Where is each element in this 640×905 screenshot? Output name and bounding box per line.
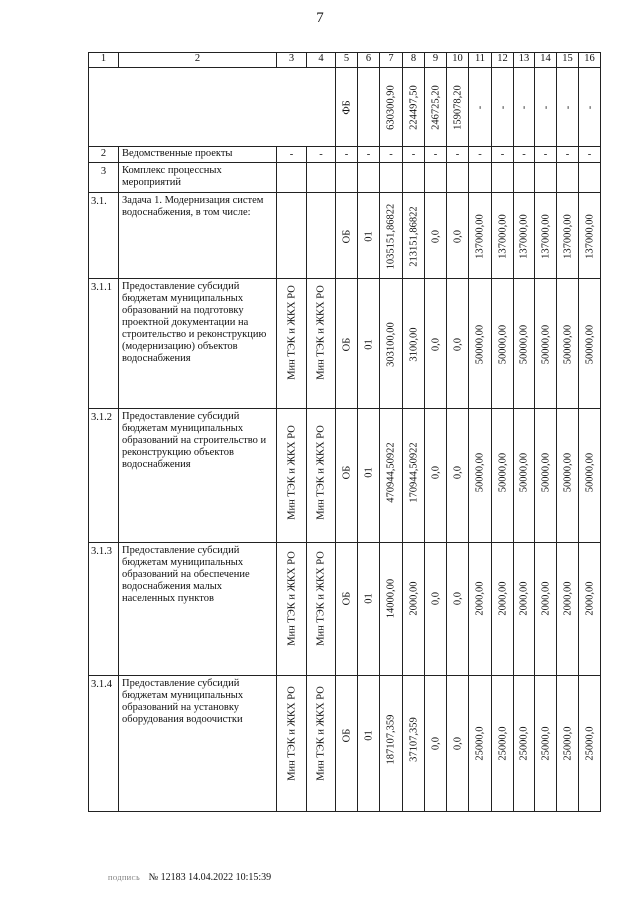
executor-org: Мин ТЭК и ЖКХ РО — [315, 686, 327, 781]
col-header: 2 — [119, 53, 277, 68]
table-row — [89, 409, 601, 543]
cell-value: 187107,359 — [385, 714, 397, 765]
cell-value: 50000,00 — [562, 324, 573, 365]
cell-value: 01 — [363, 730, 374, 741]
cell-value: 3100,00 — [408, 327, 419, 362]
executor-org: Мин ТЭК и ЖКХ РО — [315, 285, 327, 380]
col-header: 7 — [380, 53, 403, 68]
cell-value: 0,0 — [452, 337, 463, 352]
cell-value: 01 — [363, 231, 374, 242]
col-header: 1 — [89, 53, 119, 68]
cell-value: 25000,0 — [540, 726, 551, 761]
row-name: Ведомственные проекты — [119, 147, 277, 163]
fb-value: 159078,20 — [452, 85, 463, 130]
page-number: 7 — [316, 10, 324, 26]
cell-value: 2000,00 — [584, 581, 595, 616]
fb-value: 224497,50 — [408, 85, 419, 130]
executor-org: Мин ТЭК и ЖКХ РО — [315, 425, 327, 520]
cell-value: 0,0 — [430, 591, 441, 606]
cell-value: 2000,00 — [474, 581, 486, 616]
cell-value: 2000,00 — [518, 581, 530, 616]
cell-value: 01 — [363, 467, 374, 478]
fb-value: 630300,90 — [385, 85, 397, 130]
row-number: 3.1.1 — [89, 279, 119, 409]
col-header: 8 — [403, 53, 425, 68]
document-stamp — [108, 872, 271, 883]
row-number: 3.1.3 — [89, 543, 119, 676]
executor-org: Мин ТЭК и ЖКХ РО — [315, 551, 327, 646]
fb-row — [89, 68, 601, 147]
cell-value: 170944,50922 — [408, 442, 419, 503]
col-header: 16 — [579, 53, 601, 68]
col-header: 9 — [425, 53, 447, 68]
cell-value: 50000,00 — [474, 324, 486, 365]
cell-value: ОБ — [341, 337, 352, 352]
stamp-small-text: ПОДПИСЬ — [108, 876, 141, 882]
row-number: 3.1.4 — [89, 676, 119, 812]
fb-value: - — [584, 105, 595, 110]
cell-value: 0,0 — [430, 337, 441, 352]
cell-value: 137000,00 — [474, 214, 486, 259]
col-header: 13 — [514, 53, 535, 68]
col-header: 14 — [535, 53, 557, 68]
row-number: 2 — [89, 147, 119, 163]
cell-value: 0,0 — [452, 736, 463, 751]
col-header: 10 — [447, 53, 469, 68]
fb-value: - — [497, 105, 508, 110]
row-name: Предоставление субсидий бюджетам муниципальных образований на подготовку проектной документации на строительство и реконструкцию (модернизацию) объектов водоснабжения — [119, 279, 277, 409]
fb-source: ФБ — [341, 100, 352, 115]
cell-value: 14000,00 — [385, 578, 397, 619]
cell-value: 0,0 — [430, 229, 441, 244]
col-header: 11 — [469, 53, 492, 68]
cell-value: 0,0 — [452, 465, 463, 480]
cell-value: 50000,00 — [540, 452, 551, 493]
table-row — [89, 543, 601, 676]
cell-value: ОБ — [341, 229, 352, 244]
row-process-activities — [89, 163, 601, 193]
cell-value: 50000,00 — [540, 324, 551, 365]
stamp-text: № 12183 14.04.2022 10:15:39 — [148, 872, 272, 883]
program-table — [88, 52, 601, 812]
cell-value: 50000,00 — [584, 452, 595, 493]
row-number: 3 — [89, 163, 119, 193]
table-row — [89, 193, 601, 279]
col-header: 5 — [336, 53, 358, 68]
fb-value: - — [540, 105, 551, 110]
fb-value: - — [474, 105, 486, 110]
col-header: 15 — [557, 53, 579, 68]
cell-value: 0,0 — [430, 465, 441, 480]
cell-value: 137000,00 — [562, 214, 573, 259]
cell-value: 25000,0 — [474, 726, 486, 761]
row-number: 3.1. — [89, 193, 119, 279]
cell-value: 25000,0 — [518, 726, 530, 761]
row-name: Предоставление субсидий бюджетам муниципальных образований на строительство и реконструкцию объектов водоснабжения — [119, 409, 277, 543]
responsible-org: Мин ТЭК и ЖКХ РО — [286, 686, 297, 781]
table-row — [89, 279, 601, 409]
table-row — [89, 676, 601, 812]
row-name: Предоставление субсидий бюджетам муниципальных образований на обеспечение водоснабжения малых населенных пунктов — [119, 543, 277, 676]
cell-value: 0,0 — [430, 736, 441, 751]
cell-value: 01 — [363, 339, 374, 350]
cell-value: 25000,0 — [497, 726, 508, 761]
row-name: Комплекс процессных мероприятий — [119, 163, 277, 193]
fb-value: - — [518, 105, 530, 110]
cell-value: 2000,00 — [562, 581, 573, 616]
cell-value: 50000,00 — [518, 324, 530, 365]
cell-value: 37107,359 — [408, 717, 419, 762]
row-name: Предоставление субсидий бюджетам муниципальных образований на установку оборудования водоочистки — [119, 676, 277, 812]
cell-value: 01 — [363, 593, 374, 604]
cell-value: 213151,86822 — [408, 206, 419, 267]
col-header: 6 — [358, 53, 380, 68]
cell-value: 137000,00 — [497, 214, 508, 259]
col-header: 12 — [492, 53, 514, 68]
fb-value: 246725,20 — [430, 85, 441, 130]
cell-value: ОБ — [341, 465, 352, 480]
cell-value: 50000,00 — [474, 452, 486, 493]
col-header: 4 — [307, 53, 336, 68]
cell-value: 50000,00 — [584, 324, 595, 365]
cell-value: 470944,50922 — [385, 442, 397, 503]
responsible-org: Мин ТЭК и ЖКХ РО — [286, 551, 297, 646]
responsible-org: Мин ТЭК и ЖКХ РО — [286, 285, 297, 380]
row-name: Задача 1. Модернизация систем водоснабжения, в том числе: — [119, 193, 277, 279]
header-row — [89, 53, 601, 68]
row-departmental-projects: 2 Ведомственные проекты - - - - - - - - - - - - - - — [89, 147, 601, 163]
cell-value: ОБ — [341, 728, 352, 743]
cell-value: 50000,00 — [518, 452, 530, 493]
cell-value: 50000,00 — [497, 324, 508, 365]
cell-value: ОБ — [341, 591, 352, 606]
responsible-org: Мин ТЭК и ЖКХ РО — [286, 425, 297, 520]
cell-value: 2000,00 — [540, 581, 551, 616]
row-number: 3.1.2 — [89, 409, 119, 543]
col-header: 3 — [277, 53, 307, 68]
cell-value: 50000,00 — [562, 452, 573, 493]
cell-value: 1035151,86822 — [385, 203, 397, 270]
cell-value: 137000,00 — [518, 214, 530, 259]
cell-value: 2000,00 — [497, 581, 508, 616]
cell-value: 25000,0 — [562, 726, 573, 761]
cell-value: 2000,00 — [408, 581, 419, 616]
cell-value: 25000,0 — [584, 726, 595, 761]
cell-value: 303100,00 — [385, 322, 397, 367]
cell-value: 0,0 — [452, 591, 463, 606]
cell-value: 137000,00 — [584, 214, 595, 259]
fb-value: - — [562, 105, 573, 110]
cell-value: 137000,00 — [540, 214, 551, 259]
cell-value: 0,0 — [452, 229, 463, 244]
cell-value: 50000,00 — [497, 452, 508, 493]
